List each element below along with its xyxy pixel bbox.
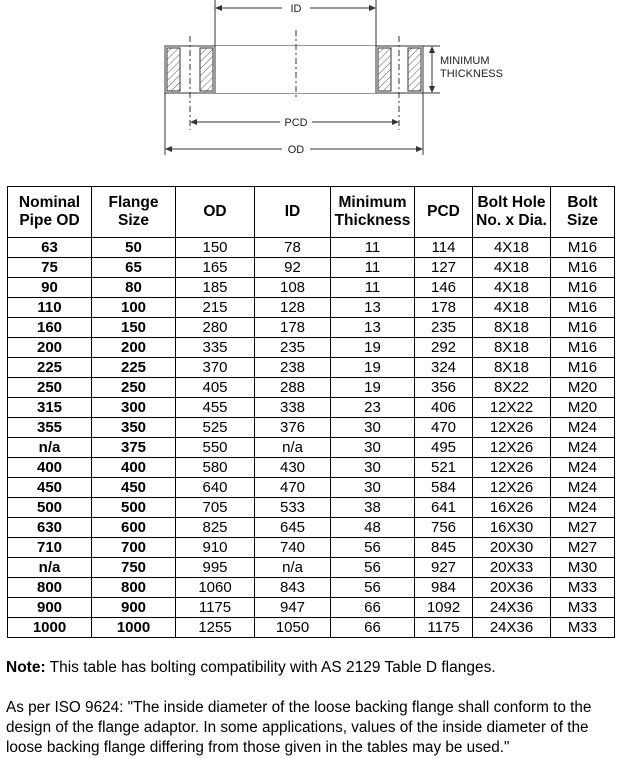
- cell-minimum-thickness: 66: [331, 618, 415, 638]
- cell-id: 288: [255, 378, 331, 398]
- cell-pcd: 845: [415, 538, 473, 558]
- cell-flange-size: 250: [92, 378, 176, 398]
- cell-od: 1060: [176, 578, 255, 598]
- cell-nominal-pipe-od: 75: [8, 258, 92, 278]
- cell-bolt-size: M16: [551, 278, 615, 298]
- cell-flange-size: 375: [92, 438, 176, 458]
- table-body: [8, 238, 615, 638]
- cell-id: 430: [255, 458, 331, 478]
- cell-pcd: 641: [415, 498, 473, 518]
- cell-bolt-hole: 12X26: [473, 418, 551, 438]
- cell-bolt-hole: 24X36: [473, 598, 551, 618]
- cell-pcd: 1092: [415, 598, 473, 618]
- cell-bolt-size: M33: [551, 578, 615, 598]
- bolt-hole-right-inner: [378, 48, 391, 91]
- cell-minimum-thickness: 19: [331, 378, 415, 398]
- cell-od: 455: [176, 398, 255, 418]
- cell-flange-size: 225: [92, 358, 176, 378]
- cell-bolt-size: M20: [551, 398, 615, 418]
- cell-nominal-pipe-od: 710: [8, 538, 92, 558]
- cell-od: 150: [176, 238, 255, 258]
- pcd-dimension-label: PCD: [284, 117, 308, 129]
- cell-od: 550: [176, 438, 255, 458]
- cell-od: 705: [176, 498, 255, 518]
- cell-bolt-size: M33: [551, 618, 615, 638]
- cell-pcd: 324: [415, 358, 473, 378]
- cell-bolt-hole: 8X22: [473, 378, 551, 398]
- header-od: OD: [176, 187, 255, 238]
- compatibility-note: [6, 658, 614, 678]
- cell-flange-size: 450: [92, 478, 176, 498]
- cell-pcd: 127: [415, 258, 473, 278]
- cell-bolt-hole: 12X22: [473, 398, 551, 418]
- cell-id: n/a: [255, 558, 331, 578]
- cell-bolt-hole: 8X18: [473, 318, 551, 338]
- cell-flange-size: 700: [92, 538, 176, 558]
- table-row: [8, 418, 615, 438]
- cell-od: 215: [176, 298, 255, 318]
- cell-minimum-thickness: 30: [331, 438, 415, 458]
- cell-bolt-size: M27: [551, 538, 615, 558]
- flange-spec-table: [7, 186, 615, 638]
- cell-flange-size: 200: [92, 338, 176, 358]
- table-row: [8, 578, 615, 598]
- cell-pcd: 1175: [415, 618, 473, 638]
- cell-nominal-pipe-od: n/a: [8, 438, 92, 458]
- cell-nominal-pipe-od: 63: [8, 238, 92, 258]
- cell-od: 165: [176, 258, 255, 278]
- cell-od: 335: [176, 338, 255, 358]
- cell-bolt-hole: 8X18: [473, 338, 551, 358]
- cell-minimum-thickness: 19: [331, 358, 415, 378]
- cell-minimum-thickness: 38: [331, 498, 415, 518]
- cell-minimum-thickness: 11: [331, 238, 415, 258]
- table-row: [8, 598, 615, 618]
- cell-id: n/a: [255, 438, 331, 458]
- cell-od: 640: [176, 478, 255, 498]
- cell-od: 280: [176, 318, 255, 338]
- cell-od: 525: [176, 418, 255, 438]
- cell-pcd: 584: [415, 478, 473, 498]
- table-row: [8, 278, 615, 298]
- cell-minimum-thickness: 48: [331, 518, 415, 538]
- cell-nominal-pipe-od: 315: [8, 398, 92, 418]
- cell-od: 910: [176, 538, 255, 558]
- cell-od: 1255: [176, 618, 255, 638]
- cell-minimum-thickness: 56: [331, 538, 415, 558]
- cell-bolt-size: M24: [551, 498, 615, 518]
- cell-flange-size: 150: [92, 318, 176, 338]
- header-flange-size: Flange Size: [92, 187, 176, 238]
- cell-pcd: 521: [415, 458, 473, 478]
- cell-id: 128: [255, 298, 331, 318]
- cell-nominal-pipe-od: 250: [8, 378, 92, 398]
- cell-flange-size: 80: [92, 278, 176, 298]
- table-row: [8, 458, 615, 478]
- cell-id: 470: [255, 478, 331, 498]
- cell-nominal-pipe-od: 900: [8, 598, 92, 618]
- cell-id: 178: [255, 318, 331, 338]
- cell-nominal-pipe-od: 500: [8, 498, 92, 518]
- cell-nominal-pipe-od: 450: [8, 478, 92, 498]
- cell-minimum-thickness: 66: [331, 598, 415, 618]
- cell-nominal-pipe-od: 400: [8, 458, 92, 478]
- cell-od: 185: [176, 278, 255, 298]
- cell-bolt-size: M16: [551, 298, 615, 318]
- cell-bolt-hole: 20X30: [473, 538, 551, 558]
- min-thickness-label-line1: MINIMUM: [440, 55, 490, 67]
- cell-bolt-size: M24: [551, 418, 615, 438]
- cell-nominal-pipe-od: 225: [8, 358, 92, 378]
- table-row: [8, 618, 615, 638]
- cell-id: 947: [255, 598, 331, 618]
- cell-flange-size: 1000: [92, 618, 176, 638]
- bolt-hole-left-inner: [200, 48, 213, 91]
- cell-minimum-thickness: 30: [331, 478, 415, 498]
- cell-nominal-pipe-od: 160: [8, 318, 92, 338]
- cell-pcd: 114: [415, 238, 473, 258]
- cell-pcd: 235: [415, 318, 473, 338]
- cell-id: 78: [255, 238, 331, 258]
- header-minimum-thickness: Minimum Thickness: [331, 187, 415, 238]
- cell-minimum-thickness: 19: [331, 338, 415, 358]
- cell-od: 825: [176, 518, 255, 538]
- cell-pcd: 470: [415, 418, 473, 438]
- cell-id: 740: [255, 538, 331, 558]
- table-row: [8, 558, 615, 578]
- cell-bolt-hole: 12X26: [473, 458, 551, 478]
- cell-nominal-pipe-od: 200: [8, 338, 92, 358]
- od-dimension-label: OD: [287, 144, 305, 156]
- cell-id: 376: [255, 418, 331, 438]
- cell-bolt-hole: 20X36: [473, 578, 551, 598]
- bolt-hole-left-outer: [167, 48, 180, 91]
- cell-bolt-size: M16: [551, 318, 615, 338]
- note-label: Note:: [6, 659, 46, 676]
- cell-pcd: 292: [415, 338, 473, 358]
- cell-bolt-size: M16: [551, 258, 615, 278]
- cell-id: 235: [255, 338, 331, 358]
- cell-flange-size: 750: [92, 558, 176, 578]
- cell-minimum-thickness: 30: [331, 418, 415, 438]
- cell-pcd: 495: [415, 438, 473, 458]
- bolt-hole-right-outer: [408, 48, 421, 91]
- cell-pcd: 356: [415, 378, 473, 398]
- table-row: [8, 398, 615, 418]
- cell-pcd: 406: [415, 398, 473, 418]
- cell-flange-size: 400: [92, 458, 176, 478]
- cell-nominal-pipe-od: 630: [8, 518, 92, 538]
- cell-flange-size: 600: [92, 518, 176, 538]
- cell-od: 580: [176, 458, 255, 478]
- cell-pcd: 178: [415, 298, 473, 318]
- header-bolt-hole: Bolt Hole No. x Dia.: [473, 187, 551, 238]
- cell-bolt-size: M24: [551, 458, 615, 478]
- cell-flange-size: 500: [92, 498, 176, 518]
- cell-bolt-hole: 4X18: [473, 298, 551, 318]
- cell-flange-size: 300: [92, 398, 176, 418]
- note-text: This table has bolting compatibility with AS 2129 Table D flanges.: [45, 659, 496, 676]
- cell-bolt-size: M16: [551, 238, 615, 258]
- table-header-row: [8, 187, 615, 238]
- cell-nominal-pipe-od: 1000: [8, 618, 92, 638]
- cell-minimum-thickness: 23: [331, 398, 415, 418]
- table-row: [8, 478, 615, 498]
- cell-bolt-hole: 8X18: [473, 358, 551, 378]
- cell-bolt-size: M16: [551, 358, 615, 378]
- cell-bolt-hole: 4X18: [473, 238, 551, 258]
- table-row: [8, 318, 615, 338]
- cell-minimum-thickness: 11: [331, 278, 415, 298]
- cell-bolt-size: M33: [551, 598, 615, 618]
- min-thickness-label-line2: THICKNESS: [440, 68, 503, 80]
- cell-id: 108: [255, 278, 331, 298]
- table-row: [8, 238, 615, 258]
- cell-bolt-hole: 4X18: [473, 278, 551, 298]
- cell-bolt-hole: 24X36: [473, 618, 551, 638]
- cell-flange-size: 800: [92, 578, 176, 598]
- cell-flange-size: 65: [92, 258, 176, 278]
- cell-minimum-thickness: 13: [331, 298, 415, 318]
- cell-flange-size: 100: [92, 298, 176, 318]
- cell-bolt-hole: 4X18: [473, 258, 551, 278]
- table-row: [8, 498, 615, 518]
- cell-bolt-hole: 20X33: [473, 558, 551, 578]
- table-row: [8, 358, 615, 378]
- cell-pcd: 927: [415, 558, 473, 578]
- cell-bolt-size: M24: [551, 478, 615, 498]
- cell-id: 92: [255, 258, 331, 278]
- cell-nominal-pipe-od: 355: [8, 418, 92, 438]
- cell-nominal-pipe-od: 90: [8, 278, 92, 298]
- cell-bolt-hole: 16X26: [473, 498, 551, 518]
- cell-nominal-pipe-od: n/a: [8, 558, 92, 578]
- cell-bolt-size: M16: [551, 338, 615, 358]
- cell-id: 645: [255, 518, 331, 538]
- table-row: [8, 298, 615, 318]
- table-row: [8, 438, 615, 458]
- cell-pcd: 984: [415, 578, 473, 598]
- cell-id: 338: [255, 398, 331, 418]
- cell-minimum-thickness: 56: [331, 578, 415, 598]
- cell-id: 533: [255, 498, 331, 518]
- cell-od: 995: [176, 558, 255, 578]
- cell-pcd: 146: [415, 278, 473, 298]
- header-nominal-pipe-od: Nominal Pipe OD: [8, 187, 92, 238]
- cell-bolt-size: M30: [551, 558, 615, 578]
- cell-bolt-hole: 16X30: [473, 518, 551, 538]
- cell-bolt-size: M24: [551, 438, 615, 458]
- cell-flange-size: 50: [92, 238, 176, 258]
- table-row: [8, 258, 615, 278]
- table-row: [8, 518, 615, 538]
- cell-od: 1175: [176, 598, 255, 618]
- cell-id: 843: [255, 578, 331, 598]
- table-row: [8, 538, 615, 558]
- cell-nominal-pipe-od: 800: [8, 578, 92, 598]
- cell-minimum-thickness: 11: [331, 258, 415, 278]
- table-row: [8, 338, 615, 358]
- cell-bolt-hole: 12X26: [473, 478, 551, 498]
- cell-pcd: 756: [415, 518, 473, 538]
- cell-flange-size: 900: [92, 598, 176, 618]
- cell-minimum-thickness: 13: [331, 318, 415, 338]
- cell-bolt-size: M27: [551, 518, 615, 538]
- cell-nominal-pipe-od: 110: [8, 298, 92, 318]
- cell-id: 238: [255, 358, 331, 378]
- cell-od: 370: [176, 358, 255, 378]
- cell-od: 405: [176, 378, 255, 398]
- header-id: ID: [255, 187, 331, 238]
- table-row: [8, 378, 615, 398]
- cell-bolt-hole: 12X26: [473, 438, 551, 458]
- flange-cross-section-diagram: [0, 0, 620, 172]
- cell-flange-size: 350: [92, 418, 176, 438]
- cell-minimum-thickness: 56: [331, 558, 415, 578]
- id-dimension-label: ID: [290, 3, 302, 15]
- cell-id: 1050: [255, 618, 331, 638]
- header-pcd: PCD: [415, 187, 473, 238]
- header-bolt-size: Bolt Size: [551, 187, 615, 238]
- cell-bolt-size: M20: [551, 378, 615, 398]
- iso-9624-note: As per ISO 9624: "The inside diameter of the loose backing flange shall conform to the design of the flange adaptor. In some applications, values of the inside diameter of the loose backing flange differing from those given in the tables may be used.": [6, 699, 592, 756]
- cell-minimum-thickness: 30: [331, 458, 415, 478]
